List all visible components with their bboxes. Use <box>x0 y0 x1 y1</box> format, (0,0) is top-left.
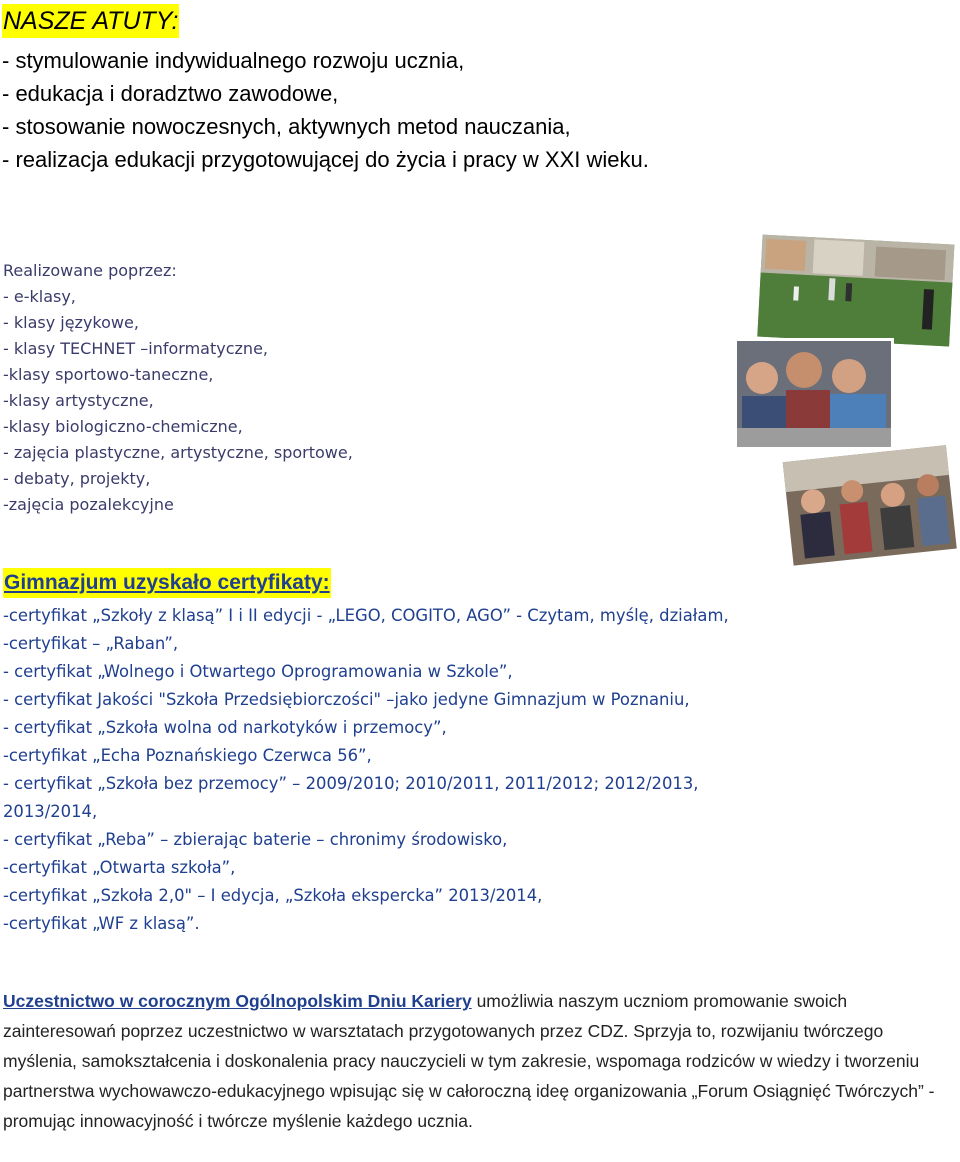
certyfikaty-title: Gimnazjum uzyskało certyfikaty: <box>3 568 331 598</box>
certyfikat-item: - certyfikat Jakości "Szkoła Przedsiębiorczości" –jako jedyne Gimnazjum w Poznaniu, <box>3 690 690 709</box>
realizowane-item: - zajęcia plastyczne, artystyczne, sportowe, <box>3 443 353 462</box>
realizowane-list <box>3 258 353 518</box>
atuty-item: - edukacja i doradztwo zawodowe, <box>2 81 339 106</box>
certyfikat-item: 2013/2014, <box>3 802 98 821</box>
certyfikat-item: - certyfikat „Wolnego i Otwartego Oprogramowania w Szkole”, <box>3 662 513 681</box>
uczestnictwo-lead: Uczestnictwo w corocznym Ogólnopolskim Dniu Kariery <box>3 991 472 1011</box>
uczestnictwo-body: umożliwia naszym uczniom promowanie swoich zainteresowań poprzez uczestnictwo w warsztatach przygotowanych przez CDZ. Sprzyja to, rozwijaniu twórczego myślenia, samokształcenia i doskonalenia pracy nauczycieli w tym zakresie, wspomaga rodziców w wiedzy i tworzeniu partnerstwa wychowawczo-edukacyjnego wpisując się w całoroczną ideę organizowania „Forum Osiągnięć Twórczych” -promując innowacyjność i twórcze myślenie każdego ucznia. <box>3 991 935 1131</box>
certyfikat-item: - certyfikat „Reba” – zbierając baterie – chronimy środowisko, <box>3 830 508 849</box>
photo-football-field <box>753 230 958 350</box>
certyfikat-item: - certyfikat „Szkoła wolna od narkotyków i przemocy”, <box>3 718 447 737</box>
photo-classroom <box>734 338 894 450</box>
realizowane-item: - e-klasy, <box>3 287 76 306</box>
photo-group-meeting <box>778 441 960 568</box>
atuty-item: - stosowanie nowoczesnych, aktywnych metod nauczania, <box>2 114 571 139</box>
realizowane-item: - klasy TECHNET –informatyczne, <box>3 339 268 358</box>
realizowane-item: -klasy biologiczno-chemiczne, <box>3 417 243 436</box>
atuty-item: - stymulowanie indywidualnego rozwoju ucznia, <box>2 48 465 73</box>
realizowane-item: - klasy językowe, <box>3 313 139 332</box>
atuty-title: NASZE ATUTY: <box>2 4 179 38</box>
realizowane-item: - debaty, projekty, <box>3 469 151 488</box>
certyfikat-item: -certyfikat „Szkoły z klasą” I i II edycji - „LEGO, COGITO, AGO” - Czytam, myślę, działam, <box>3 606 729 625</box>
realizowane-item: -klasy artystyczne, <box>3 391 154 410</box>
certyfikat-item: -certyfikat „Otwarta szkoła”, <box>3 858 236 877</box>
photo-collage <box>734 228 960 568</box>
realizowane-heading: Realizowane poprzez: <box>3 261 177 280</box>
uczestnictwo-paragraph <box>3 986 953 1136</box>
certyfikaty-list <box>3 602 953 938</box>
certyfikat-item: -certyfikat „WF z klasą”. <box>3 914 200 933</box>
certyfikat-item: -certyfikat – „Raban”, <box>3 634 179 653</box>
atuty-item: - realizacja edukacji przygotowującej do życia i pracy w XXI wieku. <box>2 147 649 172</box>
realizowane-item: -zajęcia pozalekcyjne <box>3 495 174 514</box>
atuty-list <box>2 44 649 176</box>
realizowane-item: -klasy sportowo-taneczne, <box>3 365 214 384</box>
certyfikat-item: -certyfikat „Szkoła 2,0" – I edycja, „Szkoła ekspercka” 2013/2014, <box>3 886 543 905</box>
certyfikat-item: - certyfikat „Szkoła bez przemocy” – 2009/2010; 2010/2011, 2011/2012; 2012/2013, <box>3 774 699 793</box>
certyfikat-item: -certyfikat „Echa Poznańskiego Czerwca 56”, <box>3 746 372 765</box>
